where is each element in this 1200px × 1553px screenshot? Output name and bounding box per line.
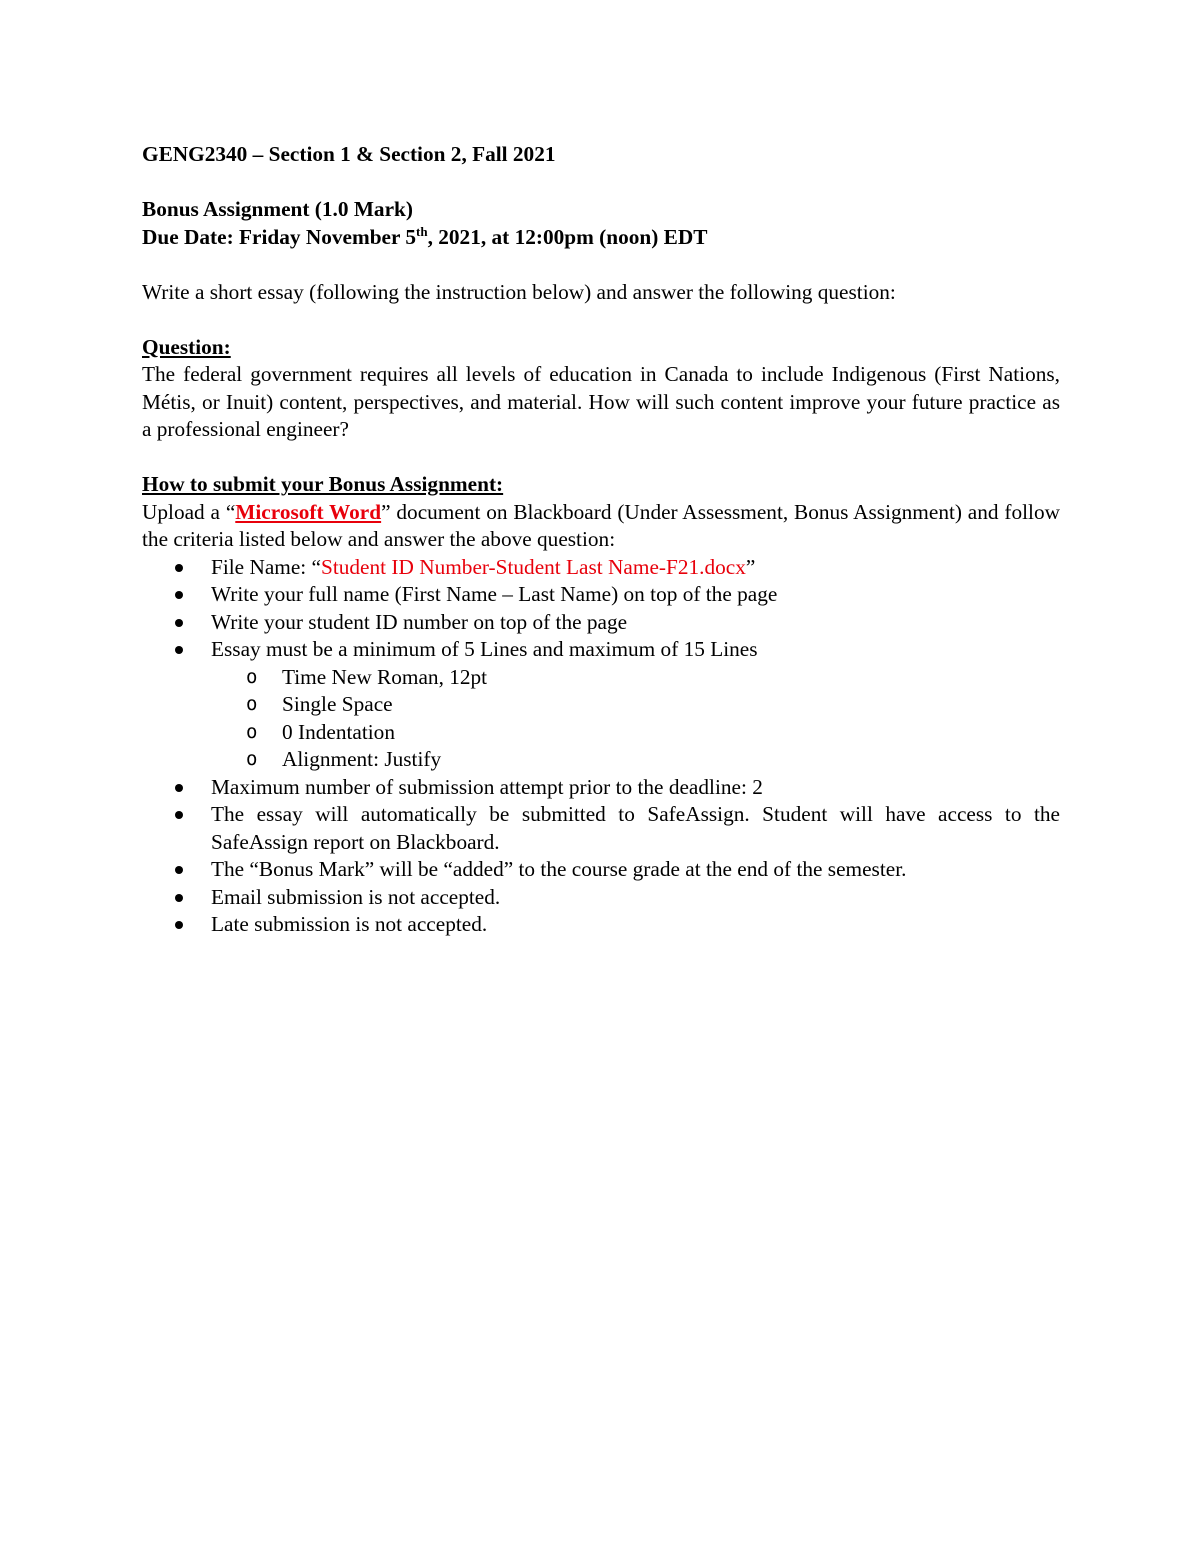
sub-list-item-text: Single Space <box>282 692 393 716</box>
submission-heading: How to submit your Bonus Assignment: <box>142 472 504 496</box>
upload-suffix: ” document on Blackboard (Under Assessment, Bonus Assignment) and follow the criteria listed below and answer the above question: <box>142 499 1060 551</box>
upload-prefix: Upload a “ <box>142 499 236 524</box>
document-page <box>142 141 1060 939</box>
criteria-list <box>142 554 1060 939</box>
file-name-value: Student ID Number-Student Last Name-F21.docx <box>321 554 746 579</box>
sub-list-item <box>142 691 1060 719</box>
list-item-text: Write your full name (First Name – Last Name) on top of the page <box>211 582 778 606</box>
bullet-icon <box>175 784 183 792</box>
circle-bullet-icon: o <box>246 720 258 743</box>
due-date <box>142 224 1060 252</box>
circle-bullet-icon: o <box>246 693 258 715</box>
due-date-suffix: , 2021, at 12:00pm (noon) EDT <box>427 224 708 249</box>
list-item <box>142 554 1060 582</box>
circle-bullet-icon: o <box>246 665 258 688</box>
bullet-icon <box>175 811 183 819</box>
list-item-text: Late submission is not accepted. <box>211 912 488 936</box>
list-item <box>142 856 1060 884</box>
microsoft-word-highlight: Microsoft Word <box>235 499 382 524</box>
due-date-prefix: Due Date: Friday November 5 <box>142 224 417 249</box>
list-item-text: Essay must be a minimum of 5 Lines and maximum of 15 Lines <box>211 637 758 661</box>
assignment-title: Bonus Assignment (1.0 Mark) <box>142 197 413 221</box>
list-item-text: Write your student ID number on top of the page <box>211 609 628 634</box>
bullet-icon <box>175 866 183 874</box>
sub-list-item-text: Alignment: Justify <box>282 747 442 771</box>
bullet-icon <box>175 894 183 902</box>
list-item <box>142 581 1060 609</box>
circle-bullet-icon: o <box>246 748 258 770</box>
upload-instructions <box>142 499 1060 554</box>
sub-list-item <box>142 746 1060 774</box>
format-sublist <box>211 664 1060 774</box>
list-item <box>142 884 1060 912</box>
course-header: GENG2340 – Section 1 & Section 2, Fall 2021 <box>142 142 556 166</box>
bullet-icon <box>175 921 183 929</box>
list-item <box>142 636 1060 774</box>
question-heading: Question: <box>142 334 231 359</box>
file-name-close: ” <box>745 554 756 579</box>
list-item <box>142 609 1060 637</box>
list-item-text: The essay will automatically be submitted to SafeAssign. Student will have access to the SafeAssign report on Blackboard. <box>211 802 1060 854</box>
due-date-sup: th <box>416 223 428 239</box>
sub-list-item <box>142 719 1060 747</box>
question-body: The federal government requires all levels of education in Canada to include Indigenous (First Nations, Métis, or Inuit) content, perspectives, and material. How will such content improve your future practice as a professional engineer? <box>142 362 1060 441</box>
file-name-label: File Name: “ <box>211 554 321 579</box>
list-item <box>142 801 1060 856</box>
intro-text: Write a short essay (following the instruction below) and answer the following question: <box>142 279 896 304</box>
sub-list-item-text: Time New Roman, 12pt <box>282 664 488 689</box>
sub-list-item-text: 0 Indentation <box>282 719 395 744</box>
list-item <box>142 911 1060 939</box>
list-item-text: Email submission is not accepted. <box>211 884 501 909</box>
bullet-icon <box>175 646 183 654</box>
bullet-icon <box>175 619 183 627</box>
sub-list-item <box>142 664 1060 692</box>
list-item-text: The “Bonus Mark” will be “added” to the course grade at the end of the semester. <box>211 857 907 881</box>
list-item-text: Maximum number of submission attempt prior to the deadline: 2 <box>211 774 763 799</box>
bullet-icon <box>175 564 183 572</box>
list-item <box>142 774 1060 802</box>
bullet-icon <box>175 591 183 599</box>
